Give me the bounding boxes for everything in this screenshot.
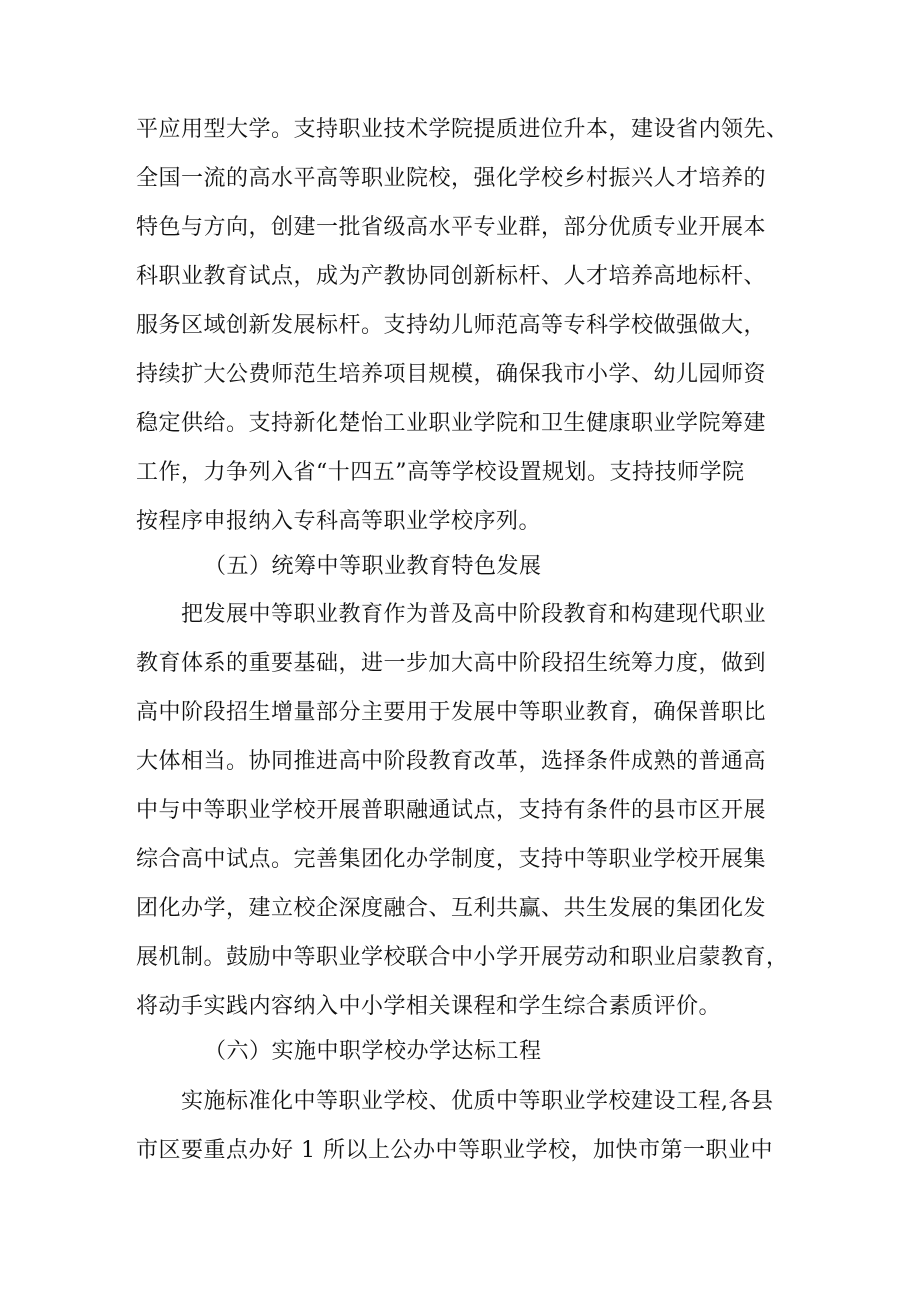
section-heading: （五）统筹中等职业教育特色发展 (204, 554, 542, 579)
paragraph-line: 按程序申报纳入专科高等职业学校序列。 (136, 509, 542, 534)
paragraph-line: 综合高中试点。完善集团化办学制度，支持中等职业学校开展集 (136, 847, 767, 872)
paragraph-line: 将动手实践内容纳入中小学相关课程和学生综合素质评价。 (136, 994, 722, 1019)
paragraph-line: 高中阶段招生增量部分主要用于发展中等职业教育，确保普职比 (136, 700, 767, 725)
paragraph-line: 稳定供给。支持新化楚怡工业职业学院和卫生健康职业学院筹建 (136, 411, 767, 436)
paragraph-line: 服务区域创新发展标杆。支持幼儿师范高等专科学校做强做大， (136, 313, 767, 338)
paragraph-line: 特色与方向，创建一批省级高水平专业群，部分优质专业开展本 (136, 215, 767, 240)
paragraph-line: 展机制。鼓励中等职业学校联合中小学开展劳动和职业启蒙教育， (136, 945, 789, 970)
paragraph-line: 市区要重点办好 1 所以上公办中等职业学校，加快市第一职业中 (136, 1138, 773, 1163)
paragraph-line: 把发展中等职业教育作为普及高中阶段教育和构建现代职业 (181, 602, 767, 627)
paragraph-line: 教育体系的重要基础，进一步加大高中阶段招生统筹力度，做到 (136, 651, 767, 676)
paragraph-line: 大体相当。协同推进高中阶段教育改革，选择条件成熟的普通高 (136, 749, 767, 774)
paragraph-line: 工作，力争列入省“十四五”高等学校设置规划。支持技师学院 (136, 460, 745, 485)
paragraph-line: 持续扩大公费师范生培养项目规模，确保我市小学、幼儿园师资 (136, 362, 767, 387)
paragraph-line: 科职业教育试点，成为产教协同创新标杆、人才培养高地标杆、 (136, 264, 767, 289)
paragraph-line: 平应用型大学。支持职业技术学院提质进位升本，建设省内领先、 (136, 117, 789, 142)
paragraph-line: 团化办学，建立校企深度融合、互利共赢、共生发展的集团化发 (136, 896, 767, 921)
paragraph-line: 中与中等职业学校开展普职融通试点，支持有条件的县市区开展 (136, 798, 767, 823)
paragraph-line: 全国一流的高水平高等职业院校，强化学校乡村振兴人才培养的 (136, 166, 767, 191)
paragraph-line: 实施标准化中等职业学校、优质中等职业学校建设工程,各县 (181, 1089, 774, 1114)
section-heading: （六）实施中职学校办学达标工程 (204, 1039, 542, 1064)
